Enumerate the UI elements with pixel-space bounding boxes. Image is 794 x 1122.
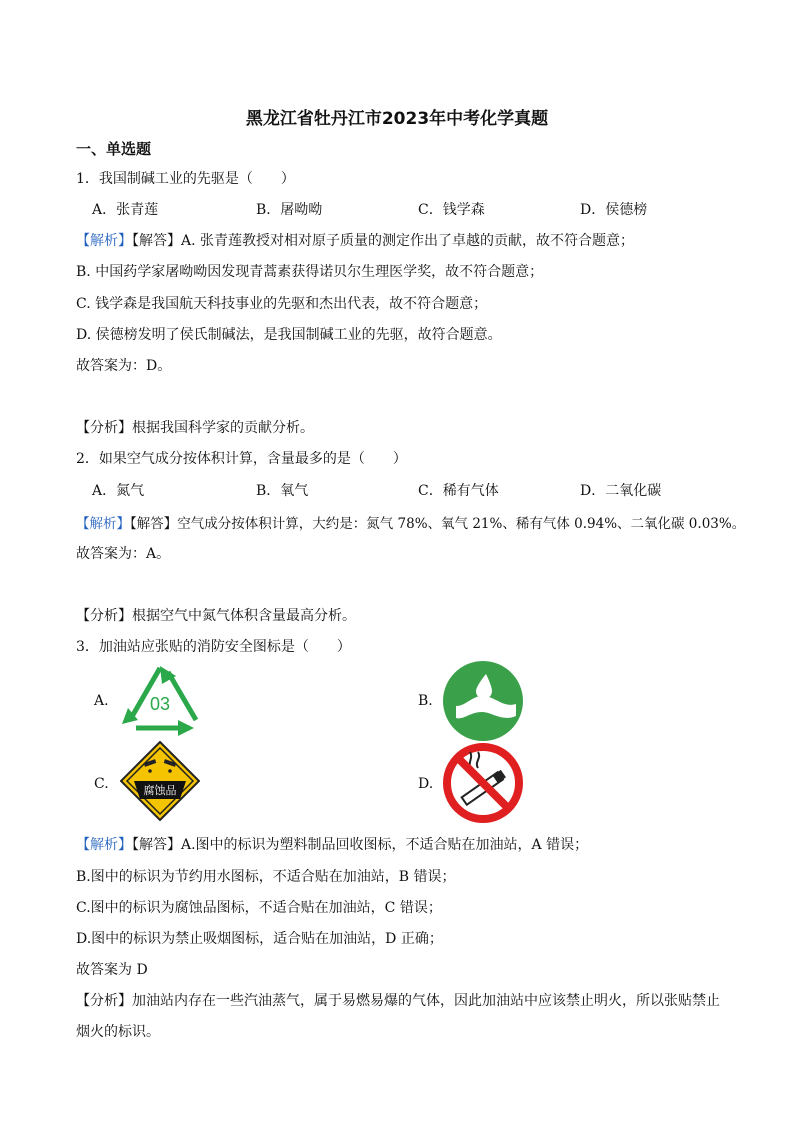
q1-option-c: C．钱学森 <box>418 202 485 218</box>
q2-option-c: C．稀有气体 <box>418 483 499 499</box>
q3-option-b-label: B. <box>418 693 433 709</box>
q3-stem: 3．加油站应张贴的消防安全图标是（ ） <box>76 639 351 655</box>
q2-jiexi <box>76 512 745 532</box>
q1-line-c: C. 钱学森是我国航天科技事业的先驱和杰出代表，故不符合题意； <box>76 296 488 312</box>
q1-option-a: A．张青莲 <box>92 202 159 218</box>
q3-jiexi-text: 【解答】A.图中的标识为塑料制品回收图标，不适合贴在加油站，A 错误； <box>132 837 589 853</box>
save-water-icon <box>442 660 524 742</box>
q1-jiexi-text: 【解答】A. 张青莲教授对相对原子质量的测定作出了卓越的贡献，故不符合题意； <box>132 233 635 249</box>
q2-answer: 故答案为：A。 <box>76 546 171 562</box>
q3-option-d-label: D. <box>418 776 434 792</box>
q2-option-b: B．氧气 <box>256 483 309 499</box>
corrosive-text: 腐蚀品 <box>143 784 177 797</box>
q1-jiexi <box>76 230 634 250</box>
q3-answer: 故答案为 D <box>76 962 148 978</box>
q1-line-d: D. 侯德榜发明了侯氏制碱法，是我国制碱工业的先驱，故符合题意。 <box>76 327 502 343</box>
q3-fenxi-line1: 【分析】加油站内存在一些汽油蒸气，属于易燃易爆的气体，因此加油站中应该禁止明火，所以张贴禁止 <box>76 993 720 1009</box>
recycle-code: 03 <box>149 694 171 714</box>
q3-fenxi-line2: 烟火的标识。 <box>76 1024 160 1040</box>
q1-line-b: B. 中国药学家屠呦呦因发现青蒿素获得诺贝尔生理医学奖，故不符合题意； <box>76 264 544 280</box>
corrosive-icon <box>120 741 200 821</box>
page-title: 黑龙江省牡丹江市2023年中考化学真题 <box>245 109 549 129</box>
q2-option-a: A．氮气 <box>92 483 145 499</box>
q1-jiexi-tag: 【解析】 <box>76 233 132 249</box>
q2-jiexi-tag: 【解析】 <box>76 516 130 532</box>
q2-fenxi: 【分析】根据空气中氮气体积含量最高分析。 <box>76 608 356 624</box>
q2-jiexi-text: 【解答】空气成分按体积计算，大约是：氮气 78%、氧气 21%、稀有气体 0.94%、二氧化碳 0.03%。 <box>130 516 746 532</box>
q3-jiexi-tag: 【解析】 <box>76 837 132 853</box>
recycle-icon <box>118 662 202 736</box>
q1-stem: 1．我国制碱工业的先驱是（ ） <box>76 171 295 187</box>
q1-fenxi: 【分析】根据我国科学家的贡献分析。 <box>76 420 314 436</box>
q3-option-a-label: A. <box>94 693 109 709</box>
q1-option-d: D．侯德榜 <box>580 202 648 218</box>
section-heading: 一、单选题 <box>76 140 152 158</box>
q1-answer: 故答案为：D。 <box>76 358 172 374</box>
q1-option-b: B．屠呦呦 <box>256 202 323 218</box>
q2-option-d: D．二氧化碳 <box>580 483 662 499</box>
q3-option-c-label: C. <box>94 776 109 792</box>
q3-line-d: D.图中的标识为禁止吸烟图标，适合贴在加油站，D 正确； <box>76 931 443 947</box>
q2-stem: 2．如果空气成分按体积计算，含量最多的是（ ） <box>76 451 407 467</box>
no-smoking-icon <box>442 742 524 824</box>
q3-line-c: C.图中的标识为腐蚀品图标，不适合贴在加油站，C 错误； <box>76 900 442 916</box>
q3-line-b: B.图中的标识为节约用水图标，不适合贴在加油站，B 错误； <box>76 869 456 885</box>
q3-jiexi <box>76 834 588 854</box>
